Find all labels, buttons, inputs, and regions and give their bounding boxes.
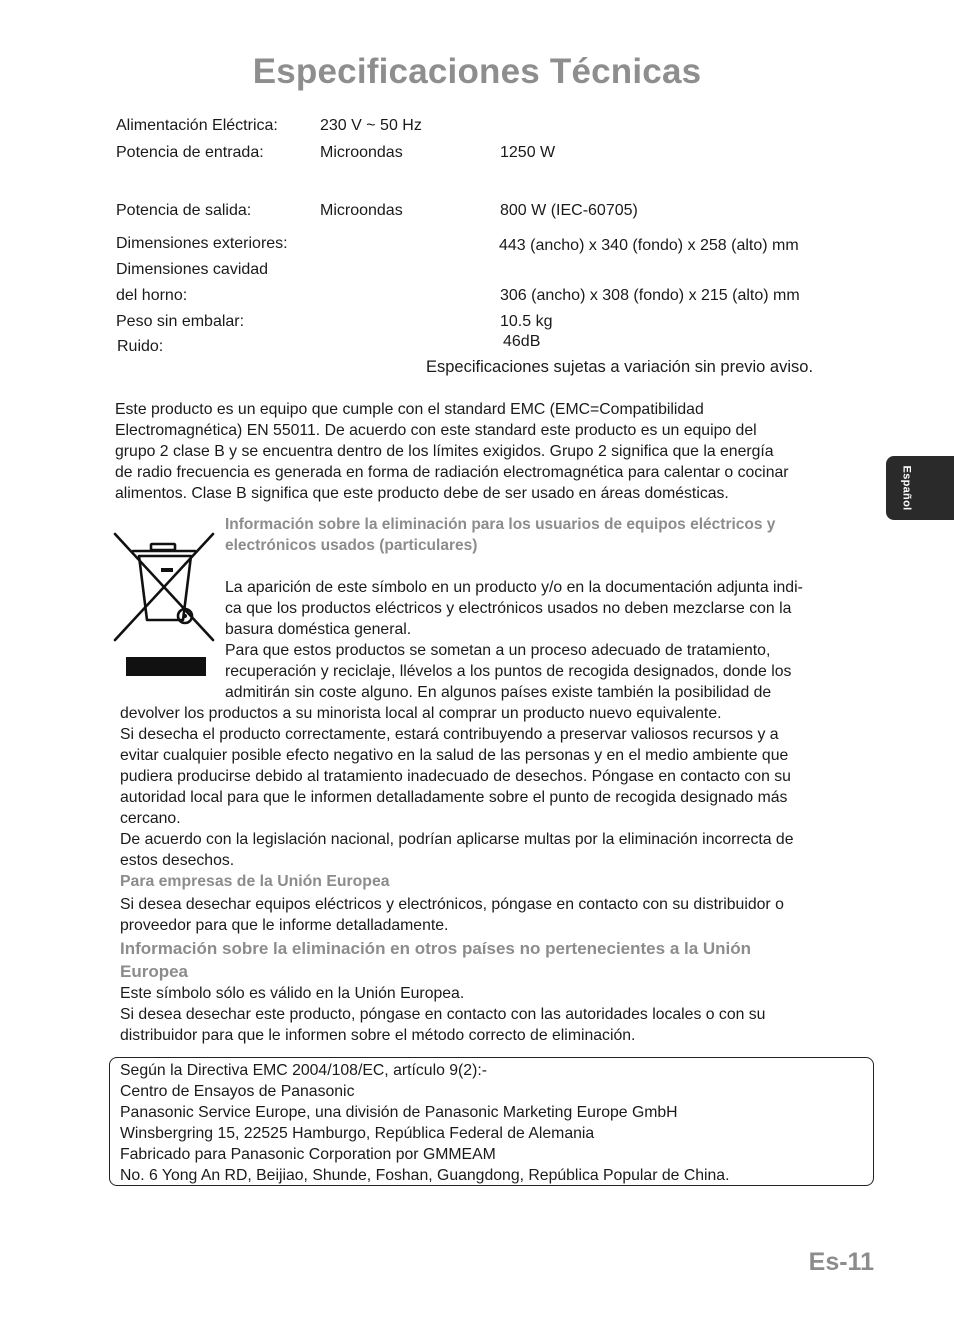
spec-output-power-value: 800 W (IEC-60705) xyxy=(500,202,638,219)
disposal-line: cercano. xyxy=(120,810,181,827)
disposal-heading xyxy=(225,514,775,556)
directive-line: Centro de Ensayos de Panasonic xyxy=(120,1083,355,1100)
disposal-line: La aparición de este símbolo en un producto y/o en la documentación adjunta indi- xyxy=(225,579,803,596)
spec-outer-dimensions-label: Dimensiones exteriores: xyxy=(116,235,288,252)
emc-line: grupo 2 clase B y se encuentra dentro de los límites exigidos. Grupo 2 significa que la energía xyxy=(115,443,774,460)
spec-power-supply-value: 230 V ~ 50 Hz xyxy=(320,117,422,134)
spec-power-supply-label: Alimentación Eléctrica: xyxy=(116,117,278,134)
page-title: Especificaciones Técnicas xyxy=(252,52,702,91)
non-eu-heading xyxy=(120,937,751,983)
eu-business-heading: Para empresas de la Unión Europea xyxy=(120,873,390,890)
spec-cavity-value: 306 (ancho) x 308 (fondo) x 215 (alto) mm xyxy=(500,287,800,304)
emc-paragraph xyxy=(115,399,789,504)
non-eu-body xyxy=(120,983,765,1046)
spec-output-power-mode: Microondas xyxy=(320,202,403,219)
emc-line: Electromagnética) EN 55011. De acuerdo con este standard este producto es un equipo del xyxy=(115,422,757,439)
directive-box-text xyxy=(120,1060,729,1186)
weee-solid-bar xyxy=(126,657,206,676)
directive-line: Panasonic Service Europe, una división de Panasonic Marketing Europe GmbH xyxy=(120,1104,678,1121)
disposal-line: evitar cualquier posible efecto negativo en la salud de las personas y en el medio ambiente que xyxy=(120,747,789,764)
spec-output-power-label: Potencia de salida: xyxy=(116,202,252,219)
eu-business-line: proveedor para que le informe detalladamente. xyxy=(120,917,449,934)
disposal-line: basura doméstica general. xyxy=(225,621,412,638)
disposal-line: admitirán sin coste alguno. En algunos países existe también la posibilidad de xyxy=(225,684,772,701)
non-eu-line: distribuidor para que le informen sobre el método correcto de eliminación. xyxy=(120,1027,636,1044)
disposal-line: Para que estos productos se sometan a un proceso adecuado de tratamiento, xyxy=(225,642,771,659)
emc-line: de radio frecuencia es generada en forma de radiación electromagnética para calentar o cocinar xyxy=(115,464,789,481)
directive-line: Winsbergring 15, 22525 Hamburgo, República Federal de Alemania xyxy=(120,1125,595,1142)
disposal-line: recuperación y reciclaje, llévelos a los puntos de recogida designados, donde los xyxy=(225,663,792,680)
weee-crossed-bin-icon xyxy=(113,530,217,646)
emc-line: alimentos. Clase B significa que este producto debe de ser usado en áreas domésticas. xyxy=(115,485,729,502)
directive-line: No. 6 Yong An RD, Beijiao, Shunde, Foshan, Guangdong, República Popular de China. xyxy=(120,1167,730,1184)
spec-input-power-mode: Microondas xyxy=(320,144,403,161)
non-eu-line: Si desea desechar este producto, póngase en contacto con las autoridades locales o con su xyxy=(120,1006,766,1023)
disposal-line: autoridad local para que le informen detalladamente sobre el punto de recogida designado más xyxy=(120,789,788,806)
page-number: Es-11 xyxy=(808,1248,874,1276)
disposal-line: De acuerdo con la legislación nacional, podrían aplicarse multas por la eliminación incorrecta de xyxy=(120,831,794,848)
disposal-line: devolver los productos a su minorista local al comprar un producto nuevo equivalente. xyxy=(120,705,722,722)
disposal-line: ca que los productos eléctricos y electrónicos usados no deben mezclarse con la xyxy=(225,600,792,617)
directive-line: Según la Directiva EMC 2004/108/EC, artículo 9(2):- xyxy=(120,1062,488,1079)
directive-line: Fabricado para Panasonic Corporation por GMMEAM xyxy=(120,1146,496,1163)
eu-business-body xyxy=(120,894,784,936)
disposal-heading-line: Información sobre la eliminación para los usuarios de equipos eléctricos y xyxy=(225,516,776,533)
spec-outer-dimensions-value: 443 (ancho) x 340 (fondo) x 258 (alto) mm xyxy=(499,237,799,254)
spec-input-power-label: Potencia de entrada: xyxy=(116,144,264,161)
language-tab-label: Español xyxy=(900,465,913,511)
spec-noise-value: 46dB xyxy=(503,333,541,350)
eu-business-line: Si desea desechar equipos eléctricos y electrónicos, póngase en contacto con su distribuidor o xyxy=(120,896,784,913)
non-eu-heading-line: Información sobre la eliminación en otros países no pertenecientes a la Unión xyxy=(120,939,752,958)
non-eu-line: Este símbolo sólo es válido en la Unión Europea. xyxy=(120,985,465,1002)
spec-cavity-label-line1: Dimensiones cavidad xyxy=(116,261,269,278)
non-eu-heading-line: Europea xyxy=(120,962,189,981)
disposal-body-full xyxy=(120,703,794,871)
disposal-line: estos desechos. xyxy=(120,852,235,869)
disposal-line: pudiera producirse debido al tratamiento inadecuado de desechos. Póngase en contacto con su xyxy=(120,768,791,785)
emc-line: Este producto es un equipo que cumple con el standard EMC (EMC=Compatibilidad xyxy=(115,401,704,418)
spec-weight-label: Peso sin embalar: xyxy=(116,313,245,330)
spec-note: Especificaciones sujetas a variación sin previo aviso. xyxy=(426,358,814,376)
disposal-body-indented xyxy=(225,577,803,703)
spec-weight-value: 10.5 kg xyxy=(500,313,553,330)
spec-input-power-value: 1250 W xyxy=(500,144,556,161)
disposal-line: Si desecha el producto correctamente, estará contribuyendo a preservar valiosos recursos y a xyxy=(120,726,779,743)
spec-noise-label: Ruido: xyxy=(117,338,164,355)
disposal-heading-line: electrónicos usados (particulares) xyxy=(225,537,478,554)
spec-cavity-label-line2: del horno: xyxy=(116,287,188,304)
language-tab-label-wrap xyxy=(886,456,926,520)
